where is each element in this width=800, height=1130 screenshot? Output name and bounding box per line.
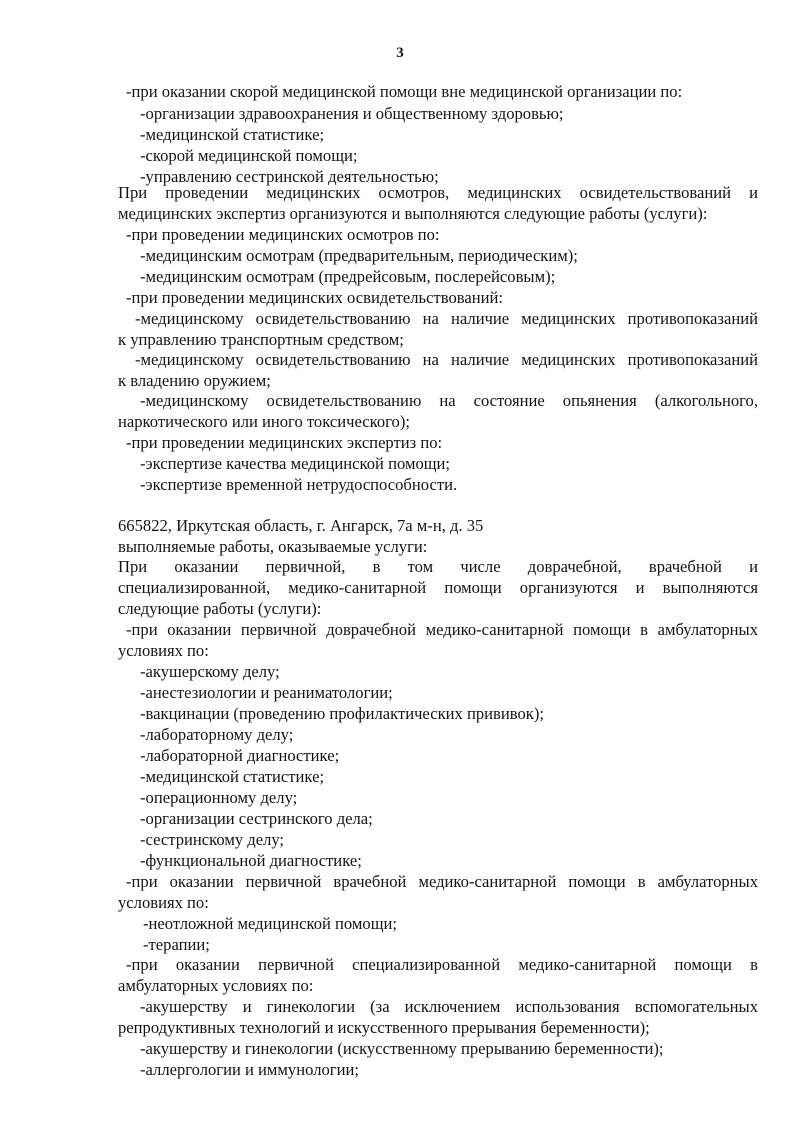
text-line: -экспертизе временной нетрудоспособности. [140,475,458,494]
text-line: -медицинскому освидетельствованию на наличие медицинских противопоказаний [135,350,758,369]
text-line: -лабораторному делу; [140,725,294,744]
text-line: -медицинскому освидетельствованию на наличие медицинских противопоказаний [135,309,758,328]
text-line: -организации здравоохранения и общественному здоровью; [140,104,564,123]
text-line: -неотложной медицинской помощи; [143,914,397,933]
text-line: При проведении медицинских осмотров, медицинских освидетельствований и [118,183,758,202]
page-number: 3 [396,45,404,61]
text-line: -сестринскому делу; [140,830,285,849]
text-line: -лабораторной диагностике; [140,746,340,765]
text-line: -при проведении медицинских экспертиз по: [126,433,443,452]
address-line: 665822, Иркутская область, г. Ангарск, 7а м-н, д. 35 [118,516,484,535]
text-line: -организации сестринского дела; [140,809,373,828]
text-line: -медицинским осмотрам (предрейсовым, послерейсовым); [140,267,556,286]
text-line: условиях по: [118,641,209,660]
text-line: амбулаторных условиях по: [118,976,314,995]
text-line: -аллергологии и иммунологии; [140,1060,359,1079]
text-line: условиях по: [118,893,209,912]
text-line: медицинских экспертиз организуются и выполняются следующие работы (услуги): [118,204,708,223]
text-line: следующие работы (услуги): [118,599,322,618]
text-line: наркотического или иного токсического); [118,412,410,431]
text-line: -акушерскому делу; [140,662,280,681]
text-line: -функциональной диагностике; [140,851,362,870]
text-line: -при оказании скорой медицинской помощи вне медицинской организации по: [126,82,683,101]
text-line: -скорой медицинской помощи; [140,146,358,165]
text-line: -медицинской статистике; [140,125,325,144]
text-line: -при оказании первичной специализированной медико-санитарной помощи в [126,955,758,974]
text-line: -акушерству и гинекологии (за исключением использования вспомогательных [140,997,758,1016]
text-line: -акушерству и гинекологии (искусственному прерыванию беременности); [140,1039,664,1058]
text-line: -медицинским осмотрам (предварительным, периодическим); [140,246,578,265]
text-line: к управлению транспортным средством; [118,330,404,349]
text-line: -при проведении медицинских освидетельствований: [126,288,503,307]
text-line: -операционному делу; [140,788,298,807]
text-line: -при оказании первичной доврачебной медико-санитарной помощи в амбулаторных [126,620,758,639]
text-line: -терапии; [143,935,210,954]
text-line: -управлению сестринской деятельностью; [140,167,439,186]
text-line: репродуктивных технологий и искусственного прерывания беременности); [118,1018,650,1037]
text-line: -при проведении медицинских осмотров по: [126,225,440,244]
text-line: -при оказании первичной врачебной медико-санитарной помощи в амбулаторных [126,872,758,891]
text-line: -анестезиологии и реаниматологии; [140,683,393,702]
text-line: При оказании первичной, в том числе доврачебной, врачебной и [118,557,758,576]
text-line: к владению оружием; [118,371,271,390]
text-line: -медицинскому освидетельствованию на состояние опьянения (алкогольного, [140,391,758,410]
text-line: -медицинской статистике; [140,767,325,786]
text-line: выполняемые работы, оказываемые услуги: [118,537,428,556]
text-line: специализированной, медико-санитарной помощи организуются и выполняются [118,578,758,597]
text-line: -вакцинации (проведению профилактических прививок); [140,704,544,723]
text-line: -экспертизе качества медицинской помощи; [140,454,451,473]
